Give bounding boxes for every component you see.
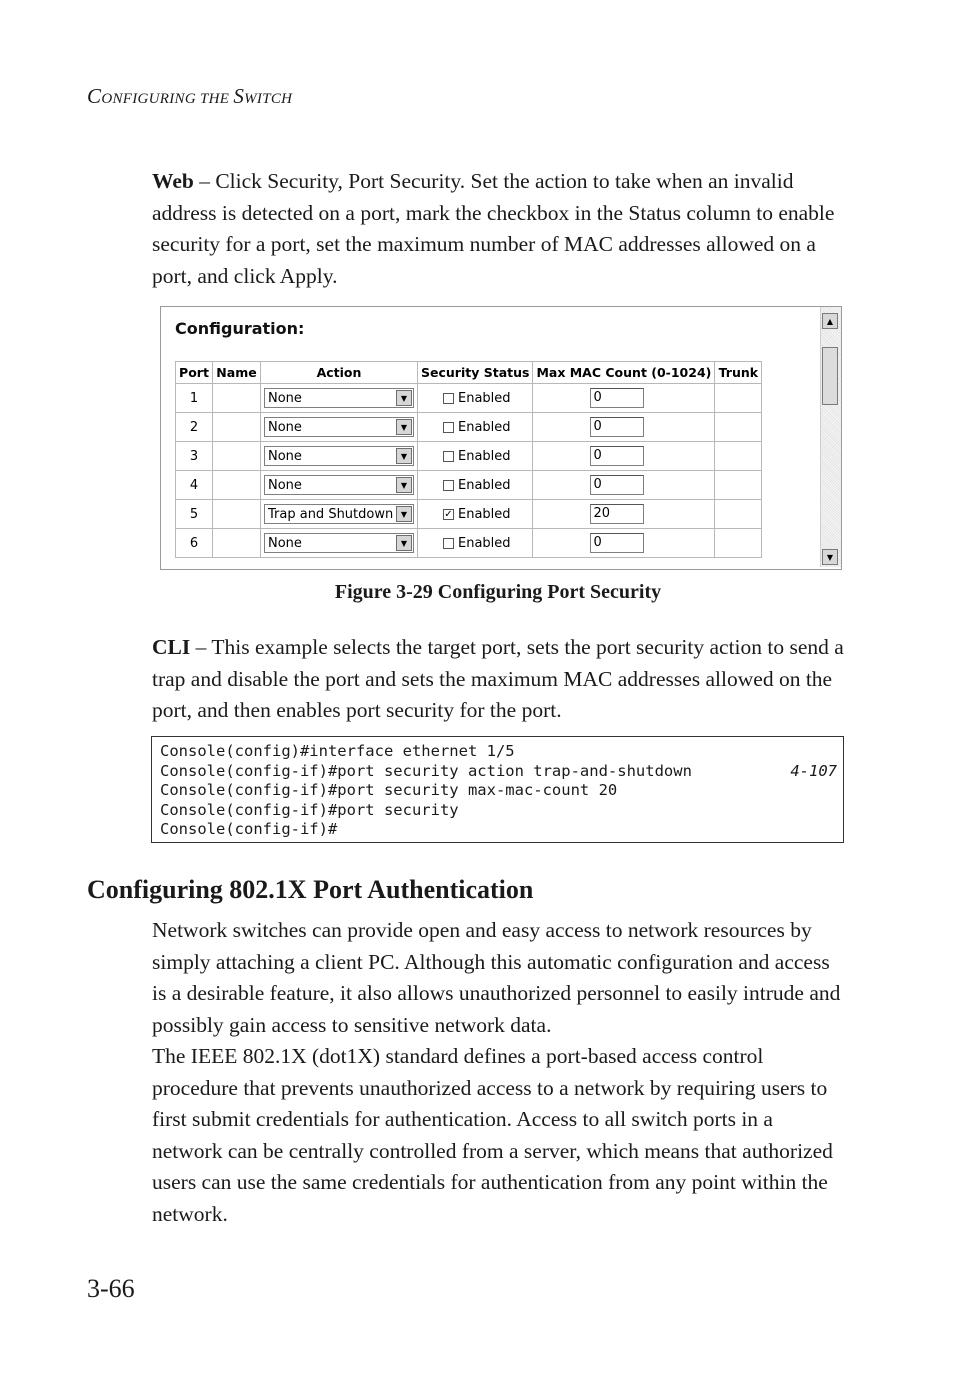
- table-row: [176, 500, 762, 529]
- code-line: Console(config-if)#port security action trap-and-shutdown 4-107: [160, 761, 837, 780]
- action-cell: [261, 442, 418, 471]
- name-cell: [213, 384, 261, 413]
- dropdown-arrow-icon[interactable]: ▼: [396, 477, 412, 493]
- enabled-checkbox[interactable]: ✓: [444, 508, 453, 520]
- trunk-cell: [715, 413, 762, 442]
- port-cell: 5: [176, 500, 213, 529]
- trunk-cell: [715, 384, 762, 413]
- max-mac-count-cell: [533, 442, 715, 471]
- enabled-checkbox[interactable]: [443, 422, 454, 433]
- command-reference: 4-107: [790, 761, 837, 780]
- enabled-checkbox[interactable]: [443, 393, 454, 404]
- dropdown-arrow-icon[interactable]: ▼: [396, 535, 412, 551]
- table-row: [176, 529, 762, 558]
- name-cell: [213, 442, 261, 471]
- max-mac-count-input[interactable]: 0: [590, 388, 644, 408]
- code-line: Console(config-if)#: [160, 820, 338, 838]
- name-cell: [213, 500, 261, 529]
- dropdown-arrow-icon[interactable]: ▼: [396, 448, 412, 464]
- figure-caption: Figure 3-29 Configuring Port Security: [334, 581, 662, 603]
- action-select[interactable]: None ▼: [264, 417, 414, 437]
- configuration-title: Configuration:: [175, 319, 305, 338]
- trunk-cell: [715, 529, 762, 558]
- security-status-cell: ✓ Enabled: [418, 500, 533, 529]
- port-cell: 4: [176, 471, 213, 500]
- table-row: [176, 413, 762, 442]
- page-number: 3-66: [87, 1274, 135, 1303]
- action-select[interactable]: None ▼: [264, 388, 414, 408]
- action-select[interactable]: None ▼: [264, 446, 414, 466]
- port-security-screenshot: [160, 306, 842, 570]
- cli-code-block: [151, 736, 844, 843]
- security-status-cell: Enabled: [418, 384, 533, 413]
- max-mac-count-input[interactable]: 0: [590, 475, 644, 495]
- cli-paragraph: CLI – This example selects the target port, sets the port security action to send a trap and disable the port and sets the maximum MAC addresses allowed on the port, and then enables port security for the port.: [152, 635, 844, 722]
- table-header-row: [176, 362, 762, 384]
- port-cell: 2: [176, 413, 213, 442]
- enabled-checkbox[interactable]: [443, 538, 454, 549]
- max-mac-count-input[interactable]: 0: [590, 417, 644, 437]
- action-cell: [261, 384, 418, 413]
- header-name: Name: [213, 362, 261, 384]
- scrollbar[interactable]: [820, 307, 841, 567]
- action-cell: [261, 413, 418, 442]
- trunk-cell: [715, 442, 762, 471]
- header-port: Port: [176, 362, 213, 384]
- scroll-up-arrow-icon[interactable]: ▲: [822, 313, 838, 329]
- table-row: [176, 384, 762, 413]
- port-cell: 3: [176, 442, 213, 471]
- max-mac-count-input[interactable]: 20: [590, 504, 644, 524]
- max-mac-count-cell: [533, 384, 715, 413]
- port-cell: 1: [176, 384, 213, 413]
- max-mac-count-cell: [533, 500, 715, 529]
- scroll-down-arrow-icon[interactable]: ▼: [822, 549, 838, 565]
- header-trunk: Trunk: [715, 362, 762, 384]
- network-access-paragraph: Network switches can provide open and easy access to network resources by simply attaching a client PC. Although this automatic configuration and access is a desirable feature, it also allows unauthorized personnel to easily intrude and possibly gain access to sensitive network data.: [152, 918, 841, 1037]
- header-action: Action: [261, 362, 418, 384]
- table-row: [176, 442, 762, 471]
- security-status-cell: Enabled: [418, 471, 533, 500]
- section-heading: Configuring 802.1X Port Authentication: [87, 875, 534, 904]
- security-status-cell: Enabled: [418, 529, 533, 558]
- max-mac-count-input[interactable]: 0: [590, 446, 644, 466]
- dropdown-arrow-icon[interactable]: ▼: [396, 390, 412, 406]
- trunk-cell: [715, 500, 762, 529]
- header-max-mac-count: Max MAC Count (0-1024): [533, 362, 715, 384]
- code-line: Console(config-if)#port security: [160, 800, 459, 819]
- header-security-status: Security Status: [418, 362, 533, 384]
- max-mac-count-cell: [533, 471, 715, 500]
- action-select[interactable]: None ▼: [264, 533, 414, 553]
- dropdown-arrow-icon[interactable]: ▼: [396, 506, 412, 522]
- security-status-cell: Enabled: [418, 442, 533, 471]
- running-head: CONFIGURING THE SWITCH: [87, 84, 293, 108]
- trunk-cell: [715, 471, 762, 500]
- table-row: [176, 471, 762, 500]
- action-select[interactable]: None ▼: [264, 475, 414, 495]
- action-cell: [261, 471, 418, 500]
- scroll-thumb[interactable]: [822, 347, 838, 405]
- security-status-cell: Enabled: [418, 413, 533, 442]
- dropdown-arrow-icon[interactable]: ▼: [396, 419, 412, 435]
- ieee-8021x-paragraph: The IEEE 802.1X (dot1X) standard defines a port-based access control procedure that prevents unauthorized access to a network by requiring users to first submit credentials for authentication. Access to all switch ports in a network can be centrally controlled from a server, which means that authorized users can use the same credentials for authentication from any point within the network.: [152, 1044, 833, 1226]
- action-select[interactable]: Trap and Shutdown ▼: [264, 504, 414, 524]
- web-lead: Web: [152, 169, 194, 193]
- port-security-table: [175, 361, 762, 558]
- name-cell: [213, 529, 261, 558]
- name-cell: [213, 471, 261, 500]
- enabled-checkbox[interactable]: [443, 480, 454, 491]
- max-mac-count-cell: [533, 413, 715, 442]
- name-cell: [213, 413, 261, 442]
- code-line: Console(config)#interface ethernet 1/5: [160, 742, 515, 760]
- code-line: Console(config-if)#port security max-mac-count 20: [160, 781, 618, 799]
- enabled-checkbox[interactable]: [443, 451, 454, 462]
- cli-lead: CLI: [152, 635, 191, 659]
- port-cell: 6: [176, 529, 213, 558]
- action-cell: [261, 529, 418, 558]
- action-cell: [261, 500, 418, 529]
- max-mac-count-cell: [533, 529, 715, 558]
- web-paragraph: Web – Click Security, Port Security. Set the action to take when an invalid address is detected on a port, mark the checkbox in the Status column to enable security for a port, set the maximum number of MAC addresses allowed on a port, and click Apply.: [152, 169, 835, 288]
- max-mac-count-input[interactable]: 0: [590, 533, 644, 553]
